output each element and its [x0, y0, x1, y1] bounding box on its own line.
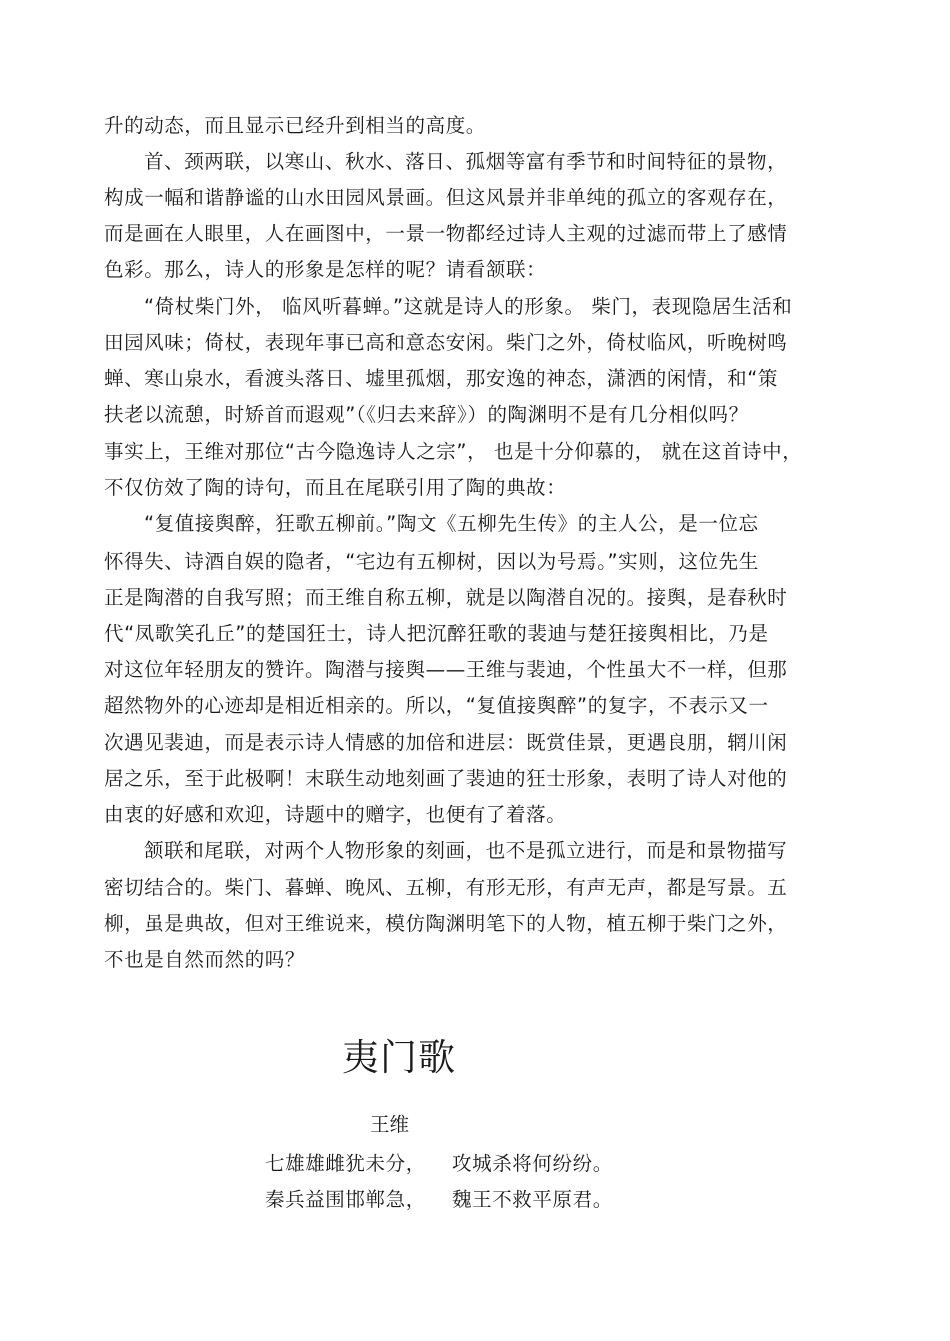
poem-title: 夷门歌: [342, 1036, 456, 1079]
poem-verse-line: 魏王不救平原君。: [452, 1188, 613, 1211]
essay-line: 由衷的好感和欢迎，诗题中的赠字，也便有了着落。: [104, 803, 567, 826]
essay-line: 居之乐，至于此极啊！末联生动地刻画了裴迪的狂士形象，表明了诗人对他的: [104, 767, 788, 790]
poem-author: 王维: [370, 1113, 410, 1136]
essay-line: 升的动态，而且显示已经升到相当的高度。: [104, 114, 486, 137]
essay-line: 对这位年轻朋友的赞许。陶潜与接舆——王维与裴迪，个性虽大不一样，但那: [104, 658, 788, 681]
essay-line: 不仅仿效了陶的诗句，而且在尾联引用了陶的典故：: [104, 476, 567, 499]
essay-line: 而是画在人眼里，人在画图中，一景一物都经过诗人主观的过滤而带上了感情: [104, 222, 788, 245]
essay-line: 扶老以流憩，时矫首而遐观”（《归去来辞》）的陶渊明不是有几分相似吗？: [104, 403, 749, 426]
essay-line: 颔联和尾联，对两个人物形象的刻画，也不是孤立进行，而是和景物描写: [144, 839, 788, 862]
essay-line: 超然物外的心迹却是相近相亲的。所以，“复值接舆醉”的复字，不表示又一: [104, 694, 769, 717]
essay-line: 蝉、寒山泉水，看渡头落日、墟里孤烟，那安逸的神态，潇洒的闲情，和“策: [104, 367, 779, 390]
essay-line: 正是陶潜的自我写照；而王维自称五柳，就是以陶潜自况的。接舆，是春秋时: [104, 586, 788, 609]
essay-line: 次遇见裴迪，而是表示诗人情感的加倍和进层：既赏佳景，更遇良朋，辋川闲: [104, 731, 788, 754]
essay-line: 柳，虽是典故，但对王维说来，模仿陶渊明笔下的人物，植五柳于柴门之外，: [104, 912, 788, 935]
essay-line: 不也是自然而然的吗？: [104, 948, 306, 971]
poem-verse-line: 攻城杀将何纷纷。: [452, 1152, 613, 1175]
essay-line: “复值接舆醉，狂歌五柳前。”陶文《五柳先生传》的主人公，是一位忘: [144, 512, 759, 535]
essay-line: “倚杖柴门外， 临风听暮蝉。”这就是诗人的形象。 柴门，表现隐居生活和: [144, 295, 793, 318]
poem-verse-line: 七雄雄雌犹未分，: [265, 1152, 426, 1175]
essay-line: 田园风味；倚杖，表现年事已高和意态安闲。柴门之外，倚杖临风，听晚树鸣: [104, 331, 788, 354]
essay-line: 事实上，王维对那位“古今隐逸诗人之宗”， 也是十分仰慕的， 就在这首诗中，: [104, 440, 803, 463]
essay-line: 首、颈两联，以寒山、秋水、落日、孤烟等富有季节和时间特征的景物，: [144, 150, 788, 173]
essay-line: 代“凤歌笑孔丘”的楚国狂士，诗人把沉醉狂歌的裴迪与楚狂接舆相比，乃是: [104, 622, 769, 645]
essay-line: 密切结合的。柴门、暮蝉、晚风、五柳，有形无形，有声无声，都是写景。五: [104, 876, 788, 899]
poem-verse-line: 秦兵益围邯郸急，: [265, 1188, 426, 1211]
essay-line: 色彩。那么，诗人的形象是怎样的呢？请看颔联：: [104, 258, 547, 281]
essay-line: 构成一幅和谐静谧的山水田园风景画。但这风景并非单纯的孤立的客观存在，: [104, 186, 788, 209]
essay-line: 怀得失、诗酒自娱的隐者，“宅边有五柳树，因以为号焉。”实则，这位先生: [104, 550, 759, 573]
